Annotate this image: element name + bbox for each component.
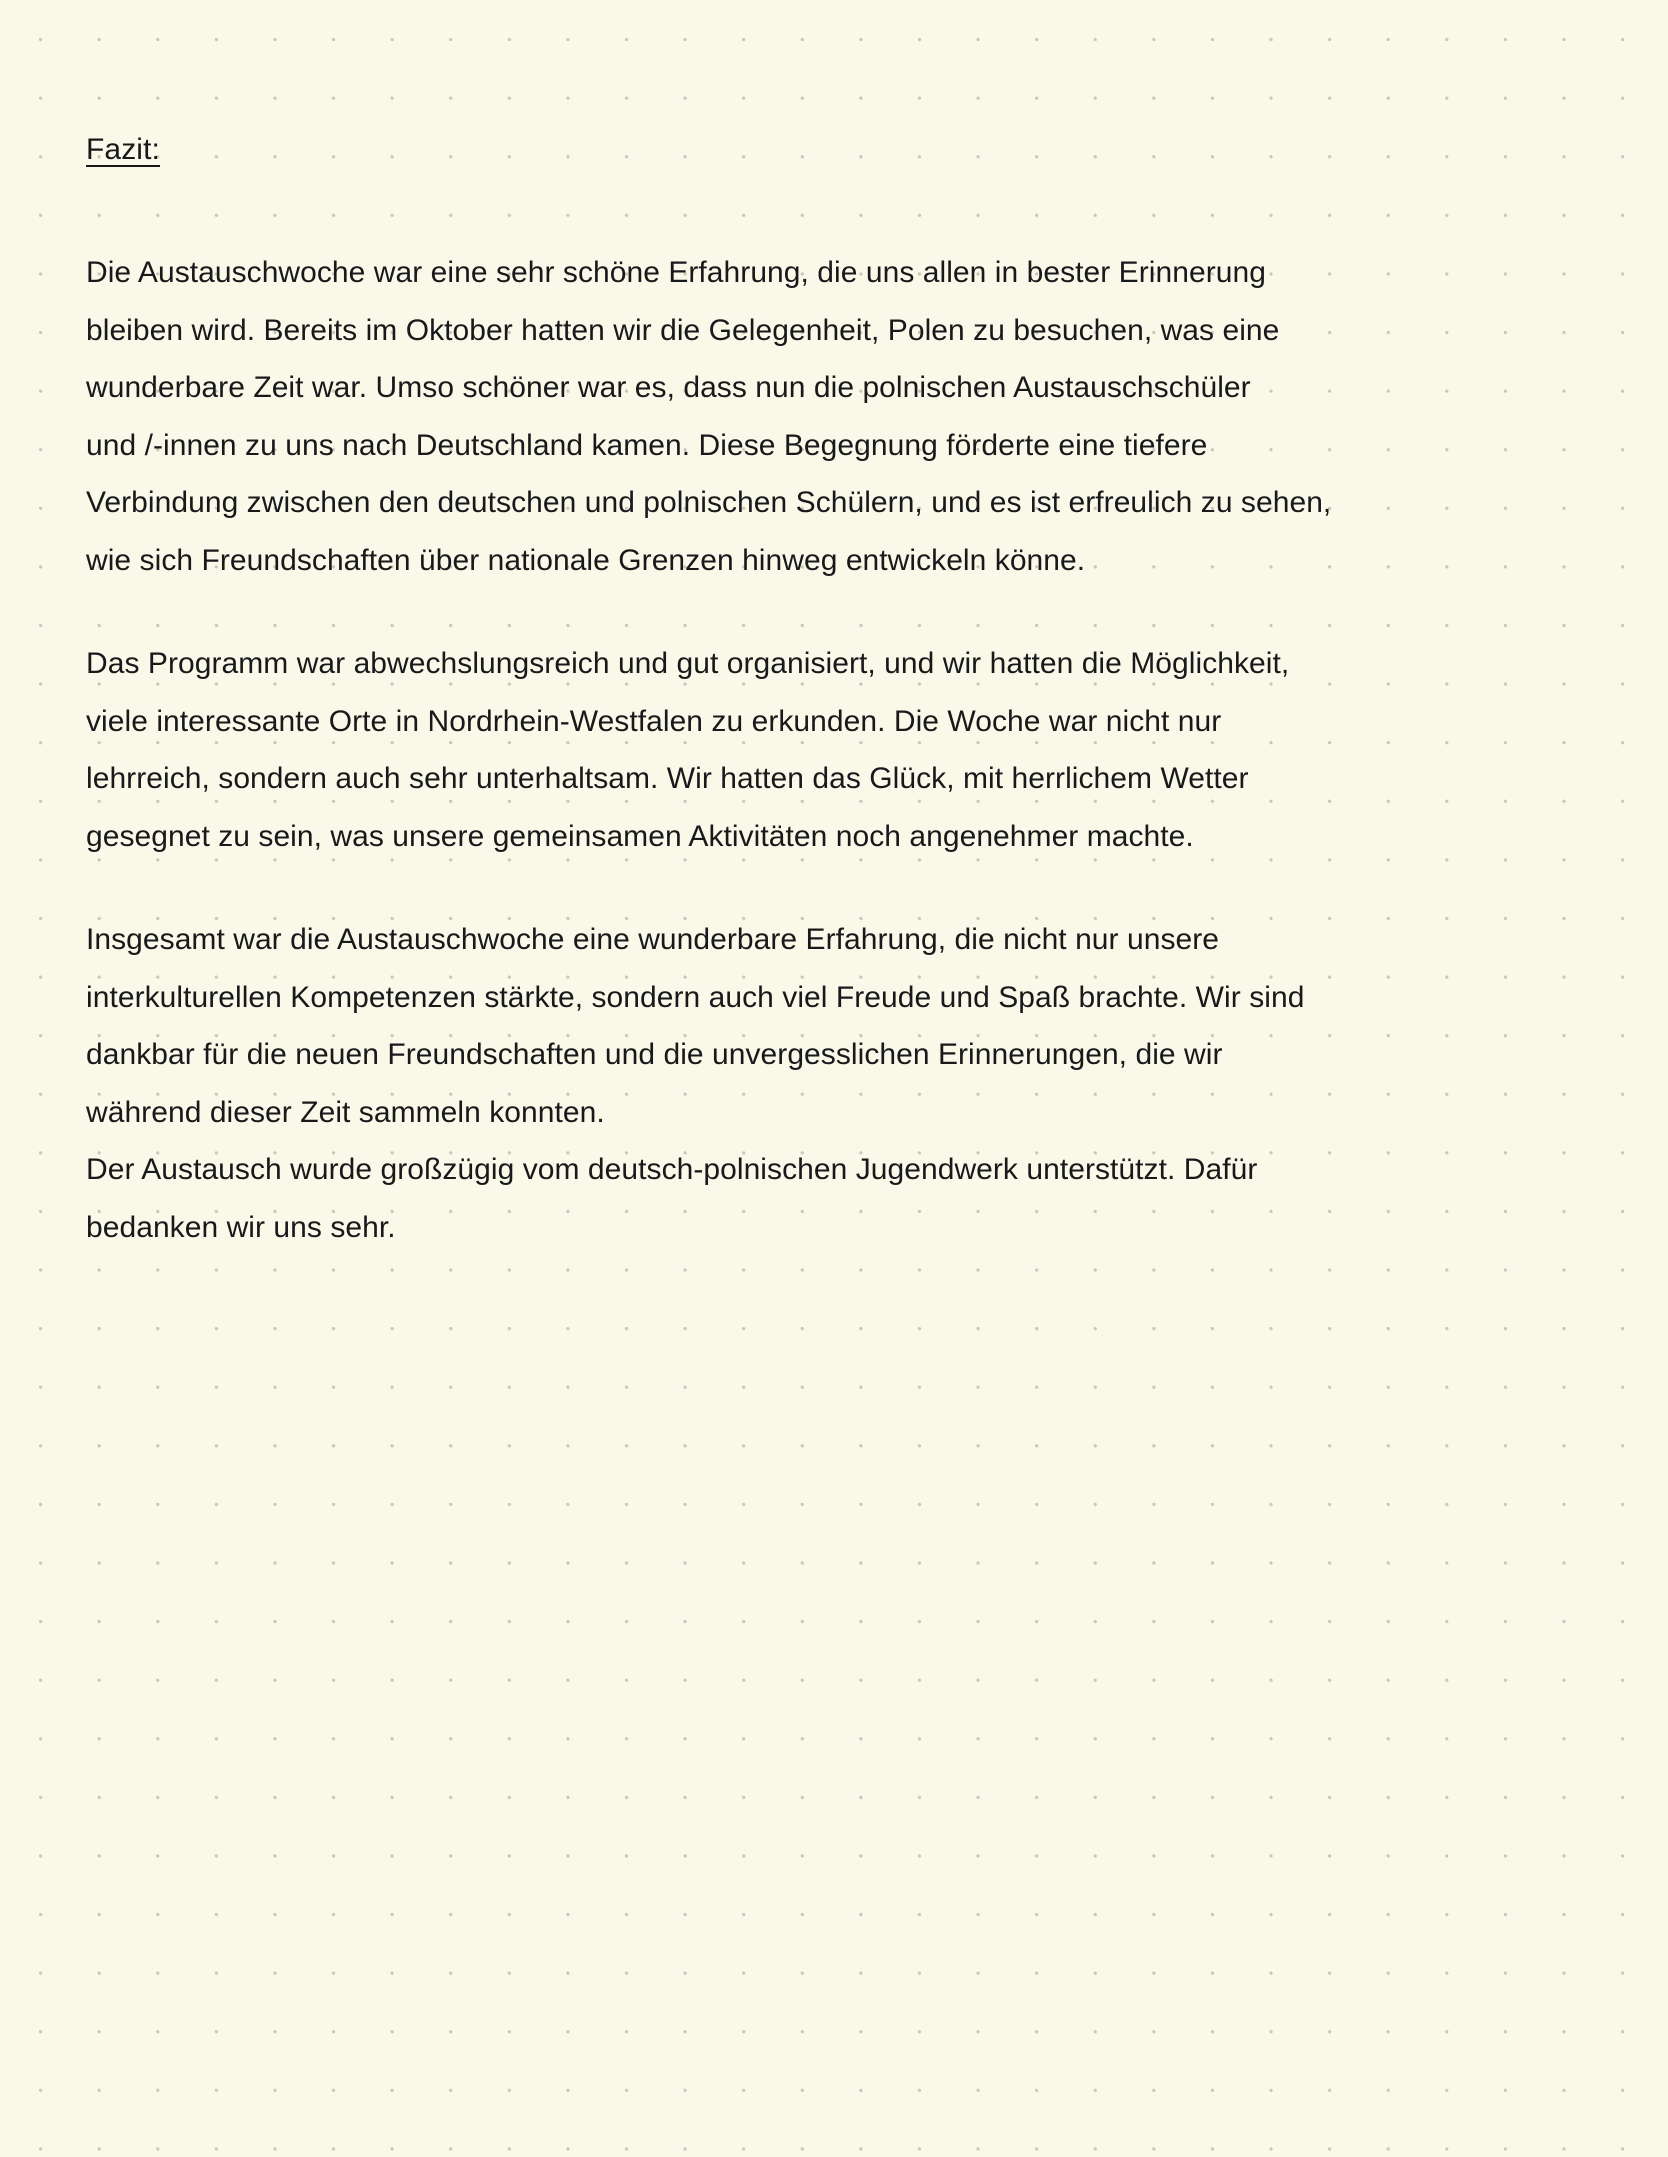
paragraph-line: gesegnet zu sein, was unsere gemeinsamen Aktivitäten noch angenehmer machte. <box>86 819 1194 853</box>
paragraph-line: viele interessante Orte in Nordrhein-Westfalen zu erkunden. Die Woche war nicht nur <box>86 704 1222 738</box>
paragraph-line: Insgesamt war die Austauschwoche eine wunderbare Erfahrung, die nicht nur unsere <box>86 923 1219 956</box>
paragraph-line: Der Austausch wurde großzügig vom deutsch-polnischen Jugendwerk unterstützt. Dafür <box>86 1153 1258 1186</box>
paragraph-line: lehrreich, sondern auch sehr unterhaltsam. Wir hatten das Glück, mit herrlichem Wetter <box>86 762 1249 795</box>
paragraph-summary <box>86 911 1541 1256</box>
paragraph-line: und /-innen zu uns nach Deutschland kamen. Diese Begegnung förderte eine tiefere <box>86 428 1208 462</box>
paragraph-line: dankbar für die neuen Freundschaften und die unvergesslichen Erinnerungen, die wir <box>86 1038 1223 1071</box>
paragraph-line: interkulturellen Kompetenzen stärkte, sondern auch viel Freude und Spaß brachte. Wir sind <box>86 980 1305 1014</box>
paragraph-line: wunderbare Zeit war. Umso schöner war es, dass nun die polnischen Austauschschüler <box>86 371 1251 404</box>
paragraph-line: Die Austauschwoche war eine sehr schöne Erfahrung, die uns allen in bester Erinnerung <box>86 256 1266 289</box>
paragraph-line: bedanken wir uns sehr. <box>86 1210 396 1244</box>
paragraph-line: Verbindung zwischen den deutschen und polnischen Schülern, und es ist erfreulich zu sehen, <box>86 486 1332 519</box>
paragraph-program <box>86 635 1541 865</box>
paragraph-line: Das Programm war abwechslungsreich und gut organisiert, und wir hatten die Möglichkeit, <box>86 647 1290 680</box>
page-title: Fazit: <box>86 133 160 166</box>
paragraph-line: wie sich Freundschaften über nationale Grenzen hinweg entwickeln könne. <box>86 543 1086 577</box>
paragraph-line: während dieser Zeit sammeln konnten. <box>86 1095 605 1129</box>
document-content <box>86 128 1556 1256</box>
paragraph-line: bleiben wird. Bereits im Oktober hatten wir die Gelegenheit, Polen zu besuchen, was eine <box>86 313 1280 347</box>
heading-row <box>86 128 1556 172</box>
paragraph-conclusion-intro <box>86 244 1541 589</box>
